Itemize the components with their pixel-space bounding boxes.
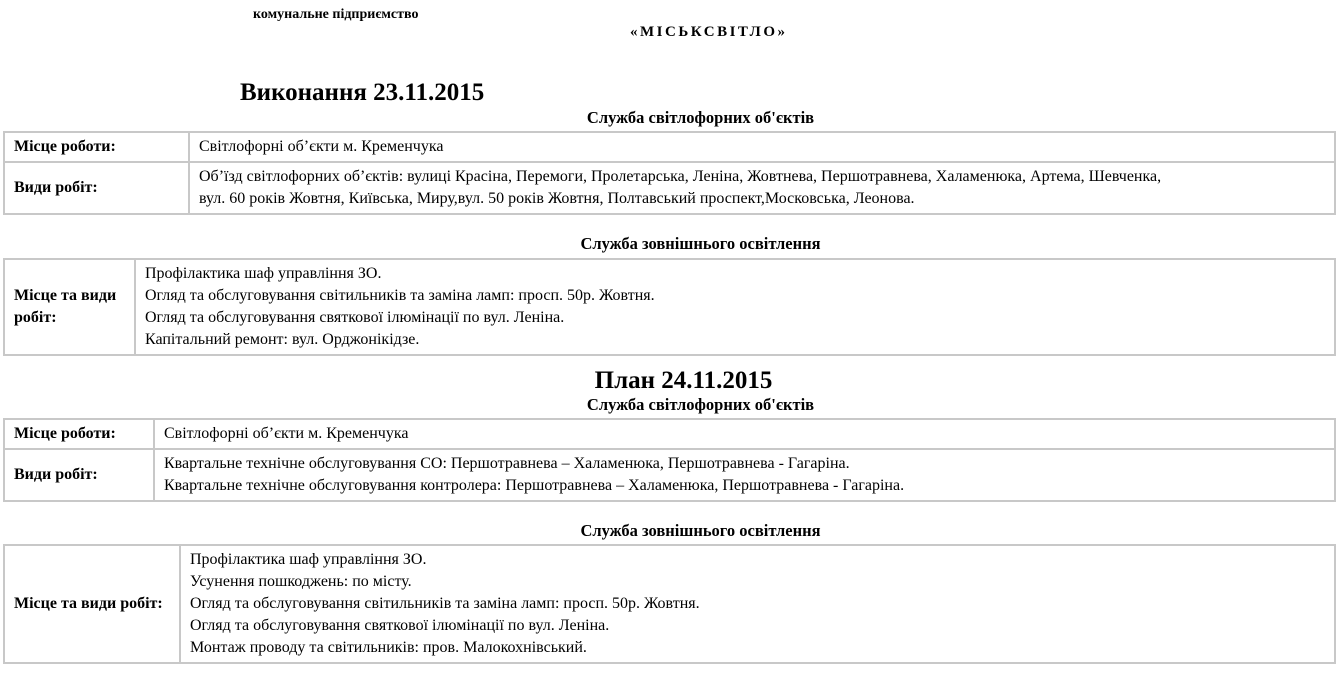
row-value-cell [189, 162, 1335, 214]
table-row [4, 162, 1335, 214]
section-title-vykonannia: Виконання 23.11.2015 [240, 79, 485, 106]
value-line: Світлофорні об’єкти м. Кременчука [199, 138, 444, 156]
row-value-cell [189, 132, 1335, 162]
table-row [4, 259, 1335, 355]
section-title-plan: План 24.11.2015 [594, 366, 773, 394]
subtitle-traffic-lights-service: Служба світлофорних об'єктів [586, 108, 815, 128]
value-line: Профілактика шаф управління ЗО. [145, 264, 382, 282]
value-line: Монтаж проводу та світильників: пров. Малокохнівський. [190, 639, 587, 657]
value-line: Огляд та обслуговування святкової ілюмінації по вул. Леніна. [145, 308, 565, 326]
value-line: Профілактика шаф управління ЗО. [190, 551, 427, 569]
row-label-cell: Види робіт: [4, 449, 154, 501]
row-label-cell: Види робіт: [4, 162, 189, 214]
row-label-cell: Місце та види робіт: [4, 259, 135, 355]
row-label-cell: Місце роботи: [4, 132, 189, 162]
row-value-cell [135, 259, 1335, 355]
value-line: Огляд та обслуговування світильників та заміна ламп: просп. 50р. Жовтня. [190, 595, 700, 613]
value-line: Усунення пошкоджень: по місту. [190, 573, 412, 591]
table-plan-outdoor-lighting [3, 544, 1336, 664]
subtitle-outdoor-lighting-service: Служба зовнішнього освітлення [580, 234, 821, 254]
subtitle-traffic-lights-service: Служба світлофорних об'єктів [586, 394, 815, 414]
value-line: Квартальне технічне обслуговування СО: Першотравнева – Халаменюка, Першотравнева - Гагаріна. [164, 454, 850, 472]
table-vykonannia-traffic-lights [3, 131, 1336, 215]
row-label-cell: Місце роботи: [4, 419, 154, 449]
table-row [4, 449, 1335, 501]
value-line: вул. 60 років Жовтня, Київська, Миру,вул. 50 років Жовтня, Полтавський проспект,Московська, Леонова. [199, 190, 915, 208]
table-row [4, 545, 1335, 663]
row-value-cell [154, 449, 1335, 501]
org-name-title: «МІСЬКСВІТЛО» [630, 24, 788, 40]
value-line: Світлофорні об’єкти м. Кременчука [164, 424, 409, 442]
subtitle-outdoor-lighting-service: Служба зовнішнього освітлення [580, 520, 821, 540]
row-value-cell [180, 545, 1335, 663]
row-value-cell [154, 419, 1335, 449]
value-line: Об’їзд світлофорних об’єктів: вулиці Красіна, Перемоги, Пролетарська, Леніна, Жовтнева, Першотравнева, Халаменюка, Артема, Шевченка, [199, 168, 1162, 186]
table-vykonannia-outdoor-lighting [3, 258, 1336, 356]
value-line: Квартальне технічне обслуговування контролера: Першотравнева – Халаменюка, Першотравнева - Гагаріна. [164, 476, 905, 494]
table-row [4, 132, 1335, 162]
org-type-label: комунальне підприємство [253, 7, 419, 22]
value-line: Огляд та обслуговування світильників та заміна ламп: просп. 50р. Жовтня. [145, 286, 655, 304]
row-label-cell: Місце та види робіт: [4, 545, 180, 663]
table-plan-traffic-lights [3, 418, 1336, 502]
table-row [4, 419, 1335, 449]
value-line: Капітальний ремонт: вул. Орджонікідзе. [145, 330, 420, 348]
value-line: Огляд та обслуговування святкової ілюмінації по вул. Леніна. [190, 617, 610, 635]
document-header [0, 0, 1339, 60]
